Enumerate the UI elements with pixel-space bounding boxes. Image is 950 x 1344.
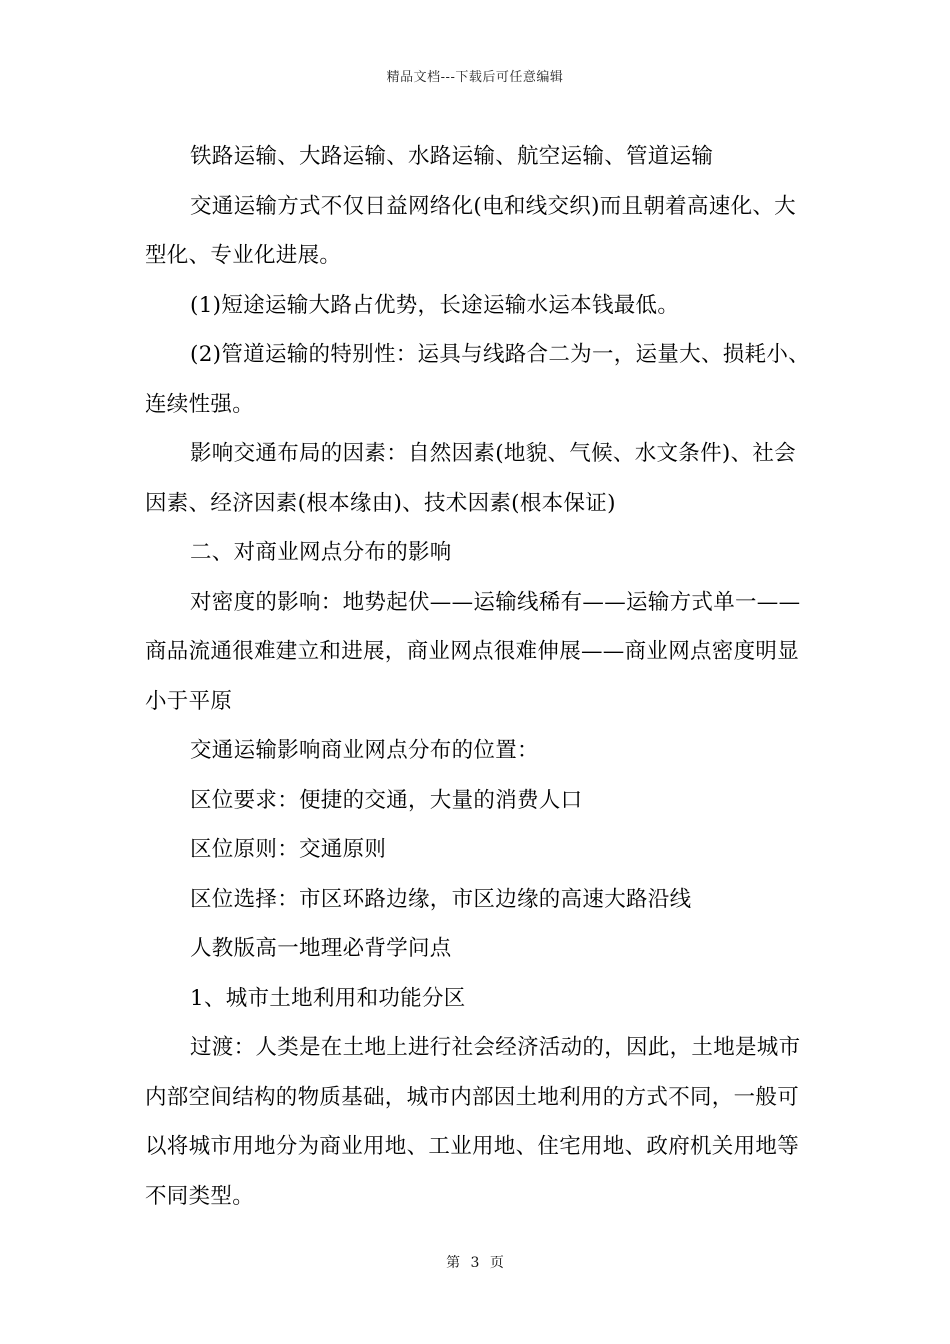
page-label-suffix: 页 <box>489 1255 504 1271</box>
paragraph: 对密度的影响：地势起伏——运输线稀有——运输方式单一——商品流通很难建立和进展，商业网点很难伸展——商业网点密度明显小于平原 <box>145 589 801 714</box>
paragraph: 铁路运输、大路运输、水路运输、航空运输、管道运输 <box>190 144 714 169</box>
paragraph: 影响交通布局的因素：自然因素(地貌、气候、水文条件)、社会因素、经济因素(根本缘由)、技术因素(根本保证) <box>145 441 796 516</box>
section-heading: 二、对商业网点分布的影响 <box>190 540 452 565</box>
document-body <box>145 132 810 1221</box>
page-footer <box>0 1252 950 1272</box>
paragraph: 交通运输方式不仅日益网络化(电和线交织)而且朝着高速化、大型化、专业化进展。 <box>145 193 796 268</box>
page-label-prefix: 第 <box>446 1255 461 1271</box>
paragraph: (2)管道运输的特别性：运具与线路合二为一，运量大、损耗小、连续性强。 <box>145 342 810 417</box>
paragraph: 区位要求：便捷的交通，大量的消费人口 <box>190 787 583 813</box>
paragraph: 区位选择：市区环路边缘，市区边缘的高速大路沿线 <box>190 886 692 912</box>
page-header: 精品文档---下载后可任意编辑 <box>386 70 564 85</box>
paragraph: (1)短途运输大路占优势，长途运输水运本钱最低。 <box>190 292 680 318</box>
section-heading: 人教版高一地理必背学问点 <box>190 936 452 961</box>
paragraph: 过渡：人类是在土地上进行社会经济活动的，因此，土地是城市内部空间结构的物质基础，城市内部因土地利用的方式不同，一般可以将城市用地分为商业用地、工业用地、住宅用地、政府机关用地等不同类型。 <box>145 1035 801 1209</box>
paragraph: 交通运输影响商业网点分布的位置： <box>190 738 539 763</box>
page-number: 3 <box>470 1255 480 1271</box>
paragraph: 区位原则：交通原则 <box>190 837 387 862</box>
section-heading: 1、城市土地利用和功能分区 <box>190 985 466 1011</box>
